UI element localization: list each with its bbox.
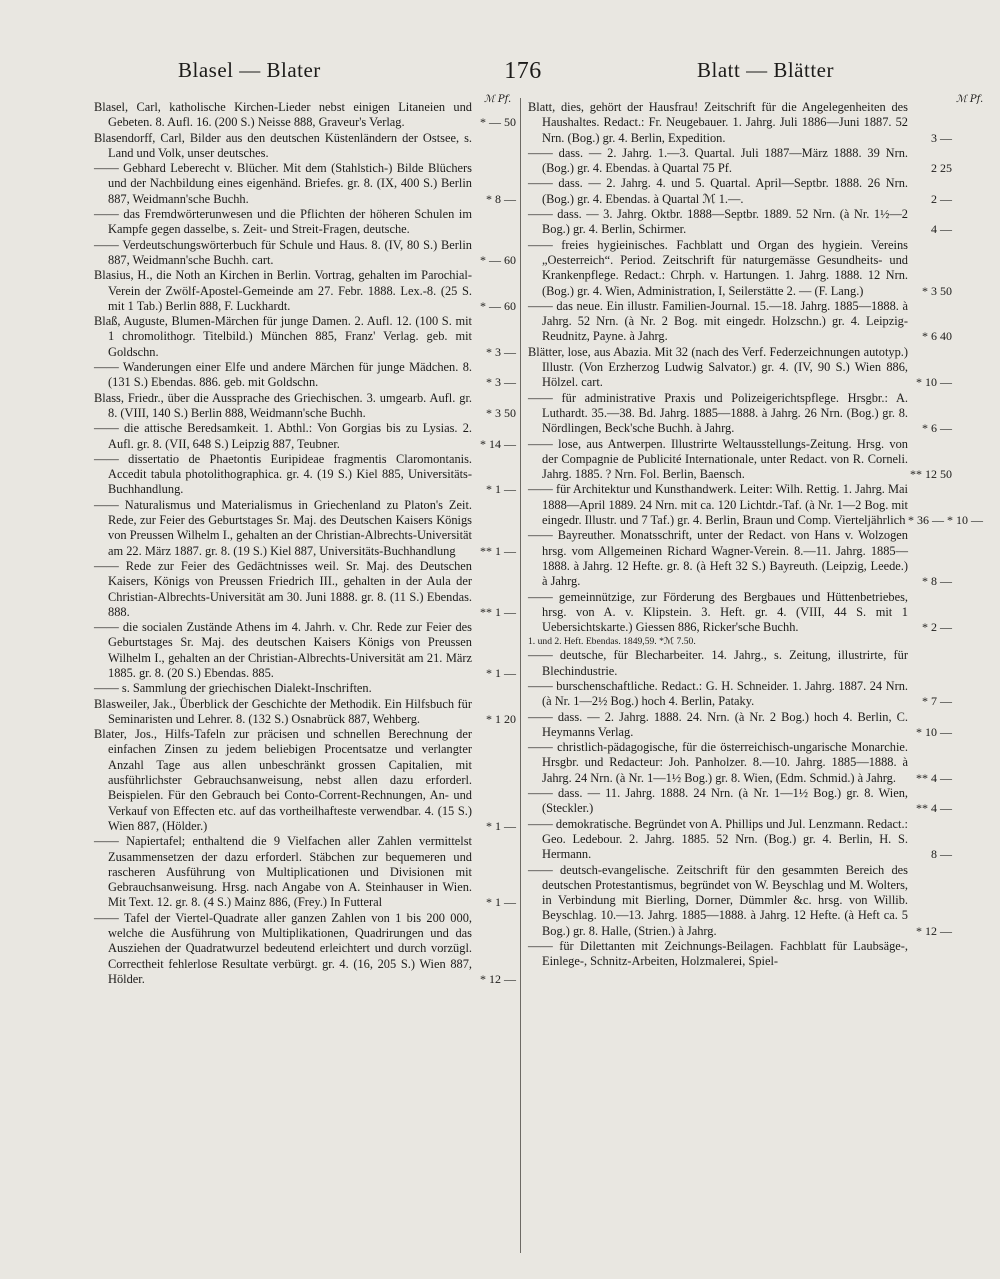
catalog-entry	[528, 786, 952, 817]
catalog-entry	[528, 648, 952, 679]
entry-price: * 8 —	[486, 191, 516, 206]
entry-text: —— Rede zur Feier des Gedächtnisses weil. Sr. Maj. des Deutschen Kaisers, Königs von Preussen Friedrich III., gehalten in der Aula der Christian-Albrechts-Universität am 30. Juni 1888. gr. 8. (11 S.) Ebendas. 888.	[94, 558, 472, 619]
entry-price: * 6 —	[922, 421, 952, 436]
entry-text: —— dass. — 2. Jahrg. 1.—3. Quartal. Juli 1887—März 1888. 39 Nrn. (Bog.) gr. 4. Ebendas. à Quartal 75 Pf.	[528, 145, 908, 176]
catalog-entry	[528, 679, 952, 710]
catalog-entry	[528, 635, 952, 648]
entry-price: * — 60	[480, 298, 516, 313]
running-head-left: Blasel — Blater	[178, 58, 321, 82]
catalog-entry	[94, 559, 516, 620]
entry-price: * 10 —	[916, 724, 952, 739]
entry-text: —— die attische Beredsamkeit. 1. Abthl.: Von Gorgias bis zu Lysias. 2. Aufl. gr. 8. (VII, 648 S.) Leipzig 887, Teubner.	[94, 421, 472, 451]
entry-text: —— s. Sammlung der griechischen Dialekt-Inschriften.	[94, 681, 372, 696]
entry-price: 4 —	[931, 222, 952, 237]
entry-text: Blätter, lose, aus Abazia. Mit 32 (nach des Verf. Federzeichnungen autotyp.) Illustr. (Von Erzherzog Ludwig Salvator.) gr. 4. (IV, 90 S.) Wien 886, Hölzel. cart.	[528, 344, 908, 390]
entry-price: * — 50	[480, 115, 516, 130]
page-number: 176	[504, 58, 542, 84]
entry-text: —— Verdeutschungswörterbuch für Schule und Haus. 8. (IV, 80 S.) Berlin 887, Weidmann'sche Buchh. cart.	[94, 237, 472, 267]
catalog-entry	[94, 911, 516, 987]
entry-text: Blatt, dies, gehört der Hausfrau! Zeitschrift für die Angelegenheiten des Haushaltes. Redact.: Fr. Neugebauer. 1. Jahrg. Juli 1886—Juni 1887. 52 Nrn. (Bog.) gr. 4. Berlin, Expedition.	[528, 100, 908, 145]
entry-price: * 3 50	[486, 405, 516, 420]
entry-text: —— demokratische. Begründet von A. Phillips und Jul. Lenzmann. Redact.: Geo. Ledebour. 2. Jahrg. 1885. 52 Nrn. (Bog.) gr. 4. Berlin, H. S. Hermann.	[528, 816, 908, 862]
entry-price: * 1 —	[486, 895, 516, 910]
entry-price: * 7 —	[922, 694, 952, 709]
entry-text: —— lose, aus Antwerpen. Illustrirte Weltausstellungs-Zeitung. Hrsg. von der Compagnie de Publicité Internationale, unter Redact. von R. Corneli. Jahrg. 1885. ? Nrn. Fol. Berlin, Baensch.	[528, 436, 908, 482]
catalog-entry	[528, 482, 983, 528]
entry-price: * 12 —	[916, 923, 952, 938]
catalog-entry	[94, 360, 516, 391]
catalog-entry	[528, 710, 952, 741]
entry-price: ** 4 —	[916, 801, 952, 816]
entry-price: * 12 —	[480, 971, 516, 986]
right-column	[528, 100, 983, 1259]
entry-text: 1. und 2. Heft. Ebendas. 1849,59. *ℳ 7.50.	[528, 636, 696, 648]
entry-text: —— die socialen Zustände Athens im 4. Jahrh. v. Chr. Rede zur Feier des Geburtstages Sr. Maj. des deutschen Kaisers Königs von Preussen Wilhelm I., gehalten an der Christian-Albrechts-Universität am 21. März 1885. gr. 8. (20 S.) Ebendas. 885.	[94, 620, 472, 680]
entry-price: * 1 —	[486, 482, 516, 497]
entry-price: * 3 —	[486, 375, 516, 390]
entry-text: —— Gebhard Leberecht v. Blücher. Mit dem (Stahlstich-) Bilde Blüchers und der Nachbildung eines eigenhänd. Briefes. gr. 8. (IX, 400 S.) Berlin 887, Weidmann'sche Buchh.	[94, 161, 472, 206]
entry-text: —— gemeinnützige, zur Förderung des Bergbaues und Hüttenbetriebes, hrsg. von A. v. Klipstein. 3. Heft. gr. 4. (VIII, 44 S. mit 1 Uebersichtskarte.) Giessen 886, Ricker'sche Buchh.	[528, 589, 908, 635]
entry-text: —— dass. — 2. Jahrg. 1888. 24. Nrn. (à Nr. 2 Bog.) hoch 4. Berlin, C. Heymanns Verlag.	[528, 709, 908, 739]
currency-header-right: ℳ Pf.	[956, 94, 984, 105]
entry-price: 2 —	[931, 191, 952, 206]
entry-price: 3 —	[931, 130, 952, 145]
entry-text: —— christlich-pädagogische, für die österreichisch-ungarische Monarchie. Hrsgbr. und Redacteur: Joh. Panholzer. 8.—10. Jahrg. 1885—1888. à Jahrg. 24 Nrn. (à Nr. 1—1½ Bog.) gr. 8. Wien, (Edm. Schmid.) à Jahrg.	[528, 740, 908, 785]
entry-price: ** 4 —	[916, 770, 952, 785]
entry-text: —— freies hygieinisches. Fachblatt und Organ des hygiein. Vereins „Oesterreich“. Period. Zeitschrift für naturgemässe Gesundheits- und Krankenpflege. Redact.: Chrph. v. Hartungen. 1. Jahrg. 1888. 12 Nrn. (Bog.) gr. 4. Wien, Administration, I, Seilerstätte 2. — (F. Lang.)	[528, 237, 908, 298]
entry-price: * 6 40	[922, 329, 952, 344]
running-head-right: Blatt — Blätter	[697, 58, 834, 82]
catalog-entry	[94, 681, 516, 696]
entry-price: * 2 —	[922, 620, 952, 635]
entry-text: Blasendorff, Carl, Bilder aus den deutschen Küstenländern der Ostsee, s. Land und Volk, unser deutsches.	[94, 130, 472, 160]
catalog-entry	[528, 299, 952, 345]
catalog-entry	[94, 238, 516, 269]
catalog-entry	[528, 528, 952, 589]
catalog-entry	[94, 452, 516, 498]
catalog-entry	[94, 620, 516, 681]
entry-price: * 1 20	[486, 711, 516, 726]
catalog-entry	[528, 817, 952, 863]
entry-text: Blass, Friedr., über die Aussprache des Griechischen. 3. umgearb. Aufl. gr. 8. (VIII, 140 S.) Berlin 888, Weidmann'sche Buchh.	[94, 390, 472, 420]
entry-text: —— Wanderungen einer Elfe und andere Märchen für junge Mädchen. 8. (131 S.) Ebendas. 886. geb. mit Goldschn.	[94, 360, 472, 390]
entry-text: —— Napiertafel; enthaltend die 9 Vielfachen aller Zahlen vermittelst Zusammensetzen der dazu erforderl. Stäbchen zur bequemeren und rascheren Ausführung von Multiplicationen und Divisionen mit Gebrauchsanweisung. Hrsg. nach Angabe von A. Steinhauser in Wien. Mit Text. 12. gr. 8. (4 S.) Mainz 886, (Frey.) In Futteral	[94, 834, 472, 910]
entry-text: —— burschenschaftliche. Redact.: G. H. Schneider. 1. Jahrg. 1887. 24 Nrn. (à Nr. 1—2½ Bog.) hoch 4. Berlin, Pataky.	[528, 678, 908, 709]
entry-text: —— deutsche, für Blecharbeiter. 14. Jahrg., s. Zeitung, illustrirte, für Blechindustrie.	[528, 648, 908, 678]
entry-text: Blater, Jos., Hilfs-Tafeln zur präcisen und schnellen Berechnung der einfachen Zinsen zu jedem beliebigen Procentsatze und verlangter Anzahl Tage aus allen unbeschränkt grossen Capitalien, mit ausführlichster Gebrauchsanweisung, nebst allen dazu erforderl. Beispielen. Für den Gebrauch bei Conto-Corrent-Rechnungen, An- und Verkauf von Effecten etc. auf das vortheilhafteste verwendbar. 4. (15 S.) Wien 887, (Hölder.)	[94, 727, 472, 833]
catalog-entry	[528, 345, 952, 391]
entry-text: —— das Fremdwörterunwesen und die Pflichten der höheren Schulen im Kampfe gegen dasselbe, s. Zeit- und Streit-Fragen, deutsche.	[94, 207, 472, 237]
catalog-entry	[528, 939, 952, 970]
entry-text: —— für administrative Praxis und Polizeigerichtspflege. Hrsgbr.: A. Luthardt. 35.—38. Bd. Jahrg. 1885—1888. à Jahrg. 26 Nrn. (Bog.) gr. 8. Nördlingen, Beck'sche Buchh. à Jahrg.	[528, 390, 908, 436]
catalog-entry	[94, 314, 516, 360]
entry-text: —— das neue. Ein illustr. Familien-Journal. 15.—18. Jahrg. 1885—1888. à Jahrg. 52 Nrn. (à Nr. 2 Bog. mit eingedr. Holzschn.) gr. 4. Leipzig-Reudnitz, Payne. à Jahrg.	[528, 298, 908, 344]
entry-price: * 1 —	[486, 818, 516, 833]
entry-price: * 1 —	[486, 665, 516, 680]
entry-price: * 36 — * 10 —	[908, 513, 983, 528]
catalog-entry	[528, 437, 952, 483]
column-divider	[520, 98, 521, 1253]
entry-price: 8 —	[931, 847, 952, 862]
catalog-entry	[528, 740, 952, 786]
catalog-entry	[94, 207, 516, 238]
catalog-entry	[94, 498, 516, 559]
entry-text: —— dass. — 11. Jahrg. 1888. 24 Nrn. (à Nr. 1—1½ Bog.) gr. 8. Wien, (Steckler.)	[528, 786, 908, 816]
entry-price: ** 1 —	[480, 604, 516, 619]
catalog-entry	[528, 590, 952, 636]
left-column	[94, 100, 516, 1259]
entry-text: Blasel, Carl, katholische Kirchen-Lieder nebst einigen Litaneien und Gebeten. 8. Aufl. 16. (200 S.) Neisse 888, Graveur's Verlag.	[94, 100, 472, 130]
entry-text: Blasius, H., die Noth an Kirchen in Berlin. Vortrag, gehalten im Parochial-Verein der Zwölf-Apostel-Gemeinde am 27. Febr. 1888. Lex.-8. (25 S. mit 1 Tab.) Berlin 888, F. Luckhardt.	[94, 268, 472, 313]
catalog-entry	[94, 268, 516, 314]
catalog-entry	[94, 697, 516, 728]
entry-price: * 3 50	[922, 283, 952, 298]
entry-text: Blasweiler, Jak., Überblick der Geschichte der Methodik. Ein Hilfsbuch für Seminaristen und Lehrer. 8. (132 S.) Osnabrück 887, Wehberg.	[94, 696, 472, 726]
entry-text: —— für Dilettanten mit Zeichnungs-Beilagen. Fachblatt für Laubsäge-, Einlege-, Schnitz-Arbeiten, Holzmalerei, Spiel-	[528, 939, 908, 969]
entry-price: * 14 —	[480, 436, 516, 451]
catalog-entry	[528, 207, 952, 238]
catalog-entry	[94, 834, 516, 910]
currency-header-left: ℳ Pf.	[484, 94, 512, 105]
entry-text: —— dass. — 2. Jahrg. 4. und 5. Quartal. April—Septbr. 1888. 26 Nrn. (Bog.) gr. 4. Ebendas. à Quartal ℳ 1.—.	[528, 176, 908, 206]
catalog-entry	[528, 391, 952, 437]
entry-price: ** 12 50	[910, 467, 952, 482]
entry-text: —— dass. — 3. Jahrg. Oktbr. 1888—Septbr. 1889. 52 Nrn. (à Nr. 1½—2 Bog.) gr. 4. Berlin, Schirmer.	[528, 207, 908, 237]
entry-text: —— für Architektur und Kunsthandwerk. Leiter: Wilh. Rettig. 1. Jahrg. Mai 1888—April 1889. 24 Nrn. mit ca. 120 Lichtdr.-Taf. (à Nr. 1—2 Bog. mit eingedr. Illustr. und 7 Taf.) gr. 4. Berlin, Braun und Comp. Vierteljährlich	[528, 482, 908, 528]
catalog-entry	[94, 391, 516, 422]
catalog-entry	[528, 176, 952, 207]
entry-price: * — 60	[480, 252, 516, 267]
catalog-entry	[94, 161, 516, 207]
entry-price: * 3 —	[486, 344, 516, 359]
entry-price: 2 25	[931, 161, 952, 176]
entry-text: —— Tafel der Viertel-Quadrate aller ganzen Zahlen von 1 bis 200 000, welche die Ausführung von Multiplikationen, Quadrirungen und das Ausziehen der Quadratwurzel bedeutend erleichtert und durch vorzügl. Correctheit fehlerlose Resultate verbürgt. gr. 4. (16, 205 S.) Wien 887, Hölder.	[94, 910, 472, 986]
catalog-entry	[528, 238, 952, 299]
entry-text: —— deutsch-evangelische. Zeitschrift für den gesammten Bereich des deutschen Protestantismus, begründet von W. Beyschlag und M. Wolters, in Verbindung mit Bierling, Dorner, Dümmler &c. hrsg. von Willib. Beyschlag. 10.—13. Jahrg. 1885—1888. à Jahrg. 12 Hefte. (à Heft ca. 5 Bog.) gr. 8. Halle, (Strien.) à Jahrg.	[528, 862, 908, 938]
catalog-entry	[94, 727, 516, 834]
entry-text: Blaß, Auguste, Blumen-Märchen für junge Damen. 2. Aufl. 12. (100 S. mit 1 chromolithogr. Titelbild.) München 885, Franz' Verlag. geb. mit Goldschn.	[94, 314, 472, 359]
entry-text: —— Naturalismus und Materialismus in Griechenland zu Platon's Zeit. Rede, zur Feier des Geburtstages Sr. Maj. des Deutschen Kaisers Königs von Preussen Wilhelm I., gehalten an der Christian-Albrechts-Universität am 22. März 1887. gr. 8. (19 S.) Kiel 887, Universitäts-Buchhandlung	[94, 497, 472, 558]
catalog-entry	[528, 863, 952, 939]
catalog-entry	[528, 146, 952, 177]
catalog-entry	[528, 100, 952, 146]
catalog-entry	[94, 100, 516, 131]
catalog-entry	[94, 421, 516, 452]
entry-text: —— dissertatio de Phaetontis Euripideae fragmentis Claromontanis. Accedit tabula photolithographica. gr. 4. (19 S.) Kiel 885, Universitäts-Buchhandlung.	[94, 451, 472, 497]
entry-price: * 10 —	[916, 375, 952, 390]
catalog-entry	[94, 131, 516, 162]
entry-text: —— Bayreuther. Monatsschrift, unter der Redact. von Hans v. Wolzogen hrsg. vom Allgemeinen Richard Wagner-Verein. 8.—11. Jahrg. 1885—1888. à Jahrg. 12 Hefte. gr. 8. (à Heft 32 S.) Bayreuth. (Leipzig, Leede.) à Jahrg.	[528, 528, 908, 589]
entry-price: * 8 —	[922, 574, 952, 589]
entry-price: ** 1 —	[480, 543, 516, 558]
